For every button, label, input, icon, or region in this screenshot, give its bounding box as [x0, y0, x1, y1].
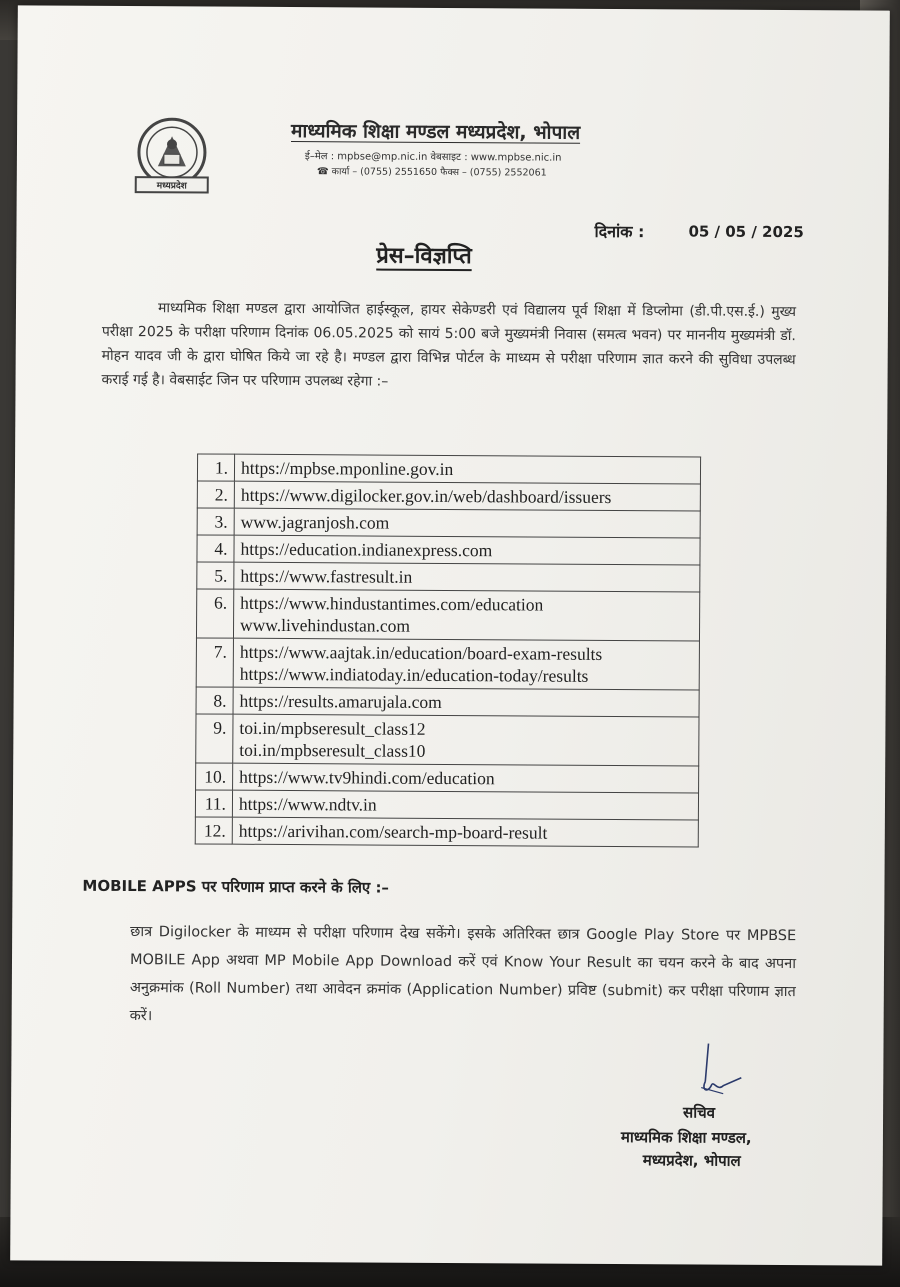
- website-url[interactable]: https://www.aajtak.in/education/board-exam-results: [239, 641, 603, 664]
- website-url[interactable]: https://www.fastresult.in: [240, 565, 413, 587]
- table-row: [197, 481, 700, 511]
- table-row: [196, 714, 699, 766]
- contact-phone-line: ☎ कार्या – (0755) 2551650 फैक्स – (0755) 2552061: [316, 166, 547, 179]
- website-url[interactable]: https://www.ndtv.in: [238, 793, 377, 815]
- website-url[interactable]: toi.in/mpbseresult_class10: [239, 739, 426, 761]
- signatory-title: सचिव: [683, 1103, 716, 1122]
- row-number: 3.: [197, 508, 234, 535]
- date-label: दिनांक :: [594, 221, 645, 242]
- row-number: 9.: [196, 714, 233, 763]
- row-number: 2.: [197, 481, 234, 508]
- row-urls: [232, 817, 698, 847]
- website-url[interactable]: https://mpbse.mponline.gov.in: [240, 457, 454, 480]
- table-row: [195, 817, 698, 847]
- seal-banner-text: मध्यप्रदेश: [156, 181, 187, 192]
- row-urls: [234, 508, 700, 538]
- press-release-title: प्रेस–विज्ञप्ति: [376, 243, 472, 270]
- row-number: 6.: [196, 589, 233, 638]
- table-row: [197, 508, 700, 538]
- website-url[interactable]: https://education.indianexpress.com: [240, 538, 493, 561]
- website-url[interactable]: toi.in/mpbseresult_class12: [239, 717, 426, 739]
- row-number: 1.: [197, 454, 234, 481]
- table-row: [196, 763, 699, 793]
- signatory-place: मध्यप्रदेश, भोपाल: [642, 1151, 741, 1170]
- website-url[interactable]: www.livehindustan.com: [240, 614, 411, 636]
- row-urls: [233, 589, 699, 641]
- row-number: 7.: [196, 638, 233, 687]
- website-url[interactable]: https://www.tv9hindi.com/education: [239, 766, 495, 789]
- row-urls: [233, 687, 699, 717]
- table-row: [196, 638, 699, 690]
- row-number: 12.: [195, 817, 232, 844]
- mobile-apps-paragraph: छात्र Digilocker के माध्यम से परीक्षा परिणाम देख सकेंगे। इसके अतिरिक्त छात्र Google Play Store पर MPBSE MOBILE App अथवा MP Mobile App Download करें एवं Know Your Result का चयन करने के बाद अपना अनुक्रमांक (Roll Number) तथा आवेदन क्रमांक (Application Number) प्रविष्ट (submit) कर परीक्षा परिणाम ज्ञात करें।: [129, 924, 797, 1025]
- row-urls: [233, 763, 699, 793]
- website-url[interactable]: https://www.indiatoday.in/education-today/results: [239, 663, 589, 686]
- website-url[interactable]: https://arivihan.com/search-mp-board-result: [238, 820, 548, 843]
- row-urls: [233, 714, 699, 766]
- table-row: [196, 687, 699, 717]
- row-urls: [232, 790, 698, 820]
- row-urls: [234, 535, 700, 565]
- websites-table: [195, 453, 701, 847]
- contact-email-line: ई–मेल : mpbse@mp.nic.in वेबसाइट : www.mpbse.nic.in: [304, 151, 562, 164]
- signatory-org: माध्यमिक शिक्षा मण्डल,: [620, 1128, 752, 1147]
- date-value: 05 / 05 / 2025: [688, 222, 804, 242]
- table-row: [195, 790, 698, 820]
- row-number: 5.: [197, 562, 234, 589]
- row-number: 10.: [196, 763, 233, 790]
- row-urls: [234, 562, 700, 592]
- website-url[interactable]: https://www.digilocker.gov.in/web/dashboard/issuers: [240, 484, 612, 507]
- table-row: [196, 589, 699, 641]
- row-urls: [233, 638, 699, 690]
- org-title: माध्यमिक शिक्षा मण्डल मध्यप्रदेश, भोपाल: [291, 120, 581, 144]
- table-row: [197, 535, 700, 565]
- row-number: 8.: [196, 687, 233, 714]
- mobile-apps-heading: MOBILE APPS पर परिणाम प्राप्त करने के लिए :–: [82, 876, 390, 897]
- row-urls: [234, 481, 700, 511]
- website-url[interactable]: https://www.hindustantimes.com/education: [240, 592, 544, 615]
- website-url[interactable]: www.jagranjosh.com: [240, 511, 390, 533]
- website-url[interactable]: https://results.amarujala.com: [239, 690, 442, 712]
- row-number: 11.: [195, 790, 232, 817]
- row-urls: [234, 454, 700, 484]
- document-page: [10, 5, 890, 1265]
- intro-paragraph: माध्यमिक शिक्षा मण्डल द्वारा आयोजित हाईस्कूल, हायर सेकेण्डरी एवं विद्यालय पूर्व शिक्षा में डिप्लोमा (डी.पी.एस.ई.) मुख्य परीक्षा 2025 के परीक्षा परिणाम दिनांक 06.05.2025 को सायं 5:00 बजे मुख्यमंत्री निवास (समत्व भवन) पर माननीय मुख्यमंत्री डॉ. मोहन यादव जी के द्वारा घोषित किये जा रहे है। मण्डल द्वारा विभिन्न पोर्टल के माध्यम से परीक्षा परिणाम ज्ञात करने की सुविधा उपलब्ध कराई गई है। वेबसाईट जिन पर परिणाम उपलब्ध रहेगा :–: [101, 300, 797, 390]
- table-row: [197, 454, 700, 484]
- table-row: [197, 562, 700, 592]
- row-number: 4.: [197, 535, 234, 562]
